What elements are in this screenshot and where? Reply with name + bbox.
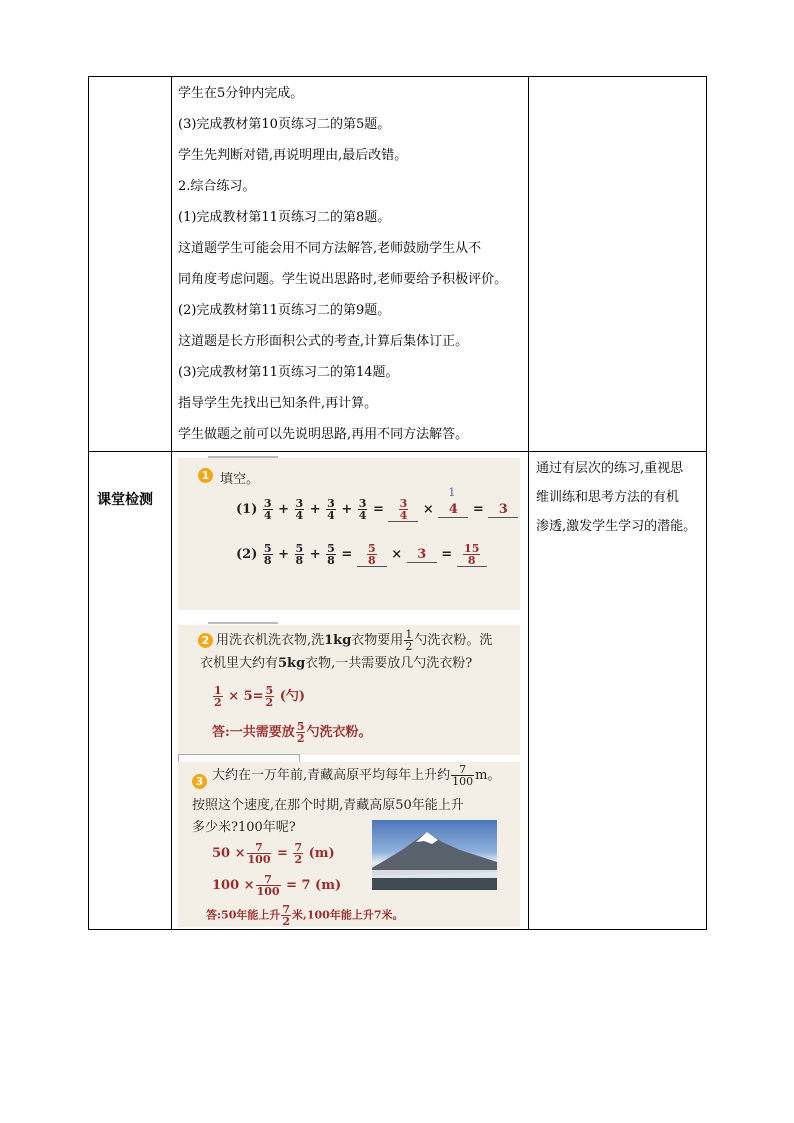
denominator: 4 [263, 509, 272, 522]
process-text [178, 78, 507, 450]
fraction [296, 721, 306, 744]
fraction [295, 498, 305, 521]
numerator: 3 [263, 497, 272, 510]
denominator: 2 [282, 915, 291, 927]
numerator: 5 [265, 684, 274, 697]
fraction [358, 498, 368, 521]
question-text: 勺洗衣粉。洗 [414, 633, 493, 648]
process-line: 2.综合练习。 [178, 179, 256, 194]
process-line: 这道题是长方形面积公式的考查,计算后集体订正。 [178, 334, 469, 349]
process-line: 学生做题之前可以先说明思路,再用不同方法解答。 [178, 427, 469, 442]
calc-result: = 7 (m) [286, 878, 342, 893]
question-quantity: 1kg [324, 633, 352, 648]
process-line: 这道题学生可能会用不同方法解答,老师鼓励学生从不 [178, 241, 482, 256]
exercise-1-number: 1 [198, 468, 213, 483]
col-divider-2 [528, 76, 529, 930]
col-divider-1 [171, 76, 172, 930]
times-sign: × [422, 502, 434, 517]
table-bottom-border [88, 929, 707, 930]
exercise-2-number: 2 [198, 633, 213, 648]
row-prefix: (1) [236, 502, 258, 517]
numerator: 3 [327, 497, 335, 510]
exercise-1-row-2 [236, 543, 487, 567]
question-unit: m。 [475, 768, 501, 783]
note-line: 维训练和思考方法的有机 [536, 490, 680, 505]
calc-operator: × 5= [228, 689, 264, 704]
denominator: 8 [367, 554, 376, 567]
denominator: 100 [256, 885, 280, 898]
denominator: 8 [263, 554, 272, 567]
equals-sign: = [472, 502, 484, 517]
numerator: 5 [296, 720, 305, 733]
answer-blank: 3 [407, 547, 437, 563]
numerator: 5 [263, 542, 272, 555]
plus-sign: + [278, 502, 289, 517]
fraction [247, 842, 272, 865]
process-line: 学生先判断对错,再说明理由,最后改错。 [178, 148, 408, 163]
question-quantity: 5kg [278, 656, 306, 671]
numerator: 1 [214, 684, 222, 697]
numerator: 7 [264, 873, 272, 886]
fraction [293, 842, 303, 865]
fraction [451, 764, 474, 787]
numerator: 5 [327, 542, 335, 555]
numerator: 3 [295, 497, 304, 510]
fraction [213, 685, 223, 708]
panel-divider [208, 622, 278, 624]
fraction [265, 685, 275, 708]
fraction [256, 874, 281, 897]
times-sign: × [391, 547, 403, 562]
row-prefix: (2) [236, 547, 258, 562]
numerator: 1 [405, 628, 413, 641]
process-line: 指导学生先找出已知条件,再计算。 [178, 396, 378, 411]
question-text: 衣物,一共需要放几勺洗衣粉? [305, 656, 473, 671]
denominator: 2 [294, 853, 303, 866]
denominator: 8 [295, 554, 304, 567]
numerator: 5 [367, 542, 376, 555]
fraction [367, 543, 377, 566]
table-top-border [88, 76, 707, 77]
denominator: 100 [247, 853, 271, 866]
numerator: 5 [295, 542, 304, 555]
fraction [399, 498, 409, 521]
process-line: (2)完成教材第11页练习二的第9题。 [178, 303, 391, 318]
design-note [536, 454, 706, 541]
exercise-3-answer [206, 904, 403, 927]
numerator: 3 [399, 497, 408, 510]
question-text: 衣机里大约有 [200, 656, 279, 671]
process-line: (3)完成教材第11页练习二的第14题。 [178, 365, 399, 380]
row-divider [88, 451, 707, 452]
exercise-3-calc-1 [212, 842, 335, 865]
process-line: (3)完成教材第10页练习二的第5题。 [178, 117, 391, 132]
denominator: 2 [265, 696, 274, 709]
note-line: 渗透,激发学生学习的潜能。 [536, 519, 697, 534]
exercise-2-line-2 [200, 652, 472, 671]
denominator: 2 [296, 732, 305, 745]
denominator: 4 [295, 509, 304, 522]
answer-text: 勺洗衣粉。 [306, 725, 372, 740]
denominator: 2 [214, 696, 222, 709]
exercise-3-line-3: 多少米?100年呢? [192, 820, 296, 835]
numerator: 7 [255, 841, 263, 854]
process-line: 学生在5分钟内完成。 [178, 86, 304, 101]
calc-unit: (m) [308, 846, 335, 861]
denominator: 8 [327, 554, 335, 567]
fraction [295, 543, 305, 566]
numerator: 3 [358, 497, 367, 510]
calc-text: 100 × [212, 878, 255, 893]
exercise-3-calc-2 [212, 874, 341, 897]
plus-sign: + [309, 547, 321, 562]
plus-sign: + [278, 547, 289, 562]
exercise-3-line-2: 按照这个速度,在那个时期,青藏高原50年能上升 [192, 798, 464, 813]
exercise-2-line-1 [216, 629, 492, 652]
exercise-2-calculation [212, 685, 305, 708]
answer-blank [357, 543, 387, 567]
plus-sign: + [341, 502, 353, 517]
equals-sign: = [277, 846, 288, 861]
answer-blank [438, 486, 468, 518]
equals-sign: = [372, 502, 384, 517]
numerator: 7 [459, 763, 467, 776]
fraction [326, 543, 336, 566]
numerator: 7 [294, 841, 303, 854]
question-text: 大约在一万年前,青藏高原平均每年上升约 [212, 768, 451, 783]
answer-text: 米,100年能上升7米。 [292, 908, 404, 922]
exercise-3-number: 3 [192, 774, 207, 789]
mountain-illustration [372, 820, 497, 890]
fraction [281, 904, 291, 927]
fraction [263, 543, 273, 566]
fraction [326, 498, 336, 521]
numerator: 15 [464, 542, 480, 555]
section-label: 课堂检测 [97, 492, 153, 508]
mountain-photo [372, 820, 497, 890]
answer-blank [388, 498, 418, 522]
cancel-mark: 1 [448, 486, 456, 499]
answer-text: 答:50年能上升 [206, 908, 281, 922]
numerator: 7 [282, 903, 291, 916]
calc-text: 50 × [212, 846, 246, 861]
process-line: (1)完成教材第11页练习二的第8题。 [178, 210, 391, 225]
answer-value: 4 [448, 502, 458, 517]
exercise-1-panel [178, 458, 520, 610]
exercise-1-title: 填空。 [220, 472, 260, 487]
table-right-border [706, 76, 707, 930]
fraction [463, 543, 480, 566]
table-left-border [88, 76, 89, 930]
question-text: 用洗衣机洗衣物,洗 [216, 633, 325, 648]
calc-unit: (勺) [279, 689, 306, 704]
exercise-1-row-1 [236, 486, 518, 522]
answer-blank: 3 [488, 502, 518, 518]
answer-blank [457, 543, 487, 567]
exercise-2-panel [178, 625, 520, 755]
denominator: 4 [327, 509, 335, 522]
plus-sign: + [309, 502, 321, 517]
exercise-3-line-1 [212, 764, 500, 787]
equals-sign: = [441, 547, 453, 562]
fraction [263, 498, 273, 521]
question-text: 衣物要用 [351, 633, 404, 648]
denominator: 4 [399, 509, 408, 522]
exercise-2-answer [212, 721, 371, 744]
denominator: 2 [405, 640, 413, 653]
note-line: 通过有层次的练习,重视思 [536, 461, 684, 476]
process-line: 同角度考虑问题。学生说出思路时,老师要给予积极评价。 [178, 272, 508, 287]
fraction [404, 629, 413, 652]
denominator: 100 [452, 775, 474, 788]
denominator: 4 [358, 509, 367, 522]
answer-text: 答:一共需要放 [212, 725, 295, 740]
equals-sign: = [341, 547, 353, 562]
denominator: 8 [463, 554, 480, 566]
